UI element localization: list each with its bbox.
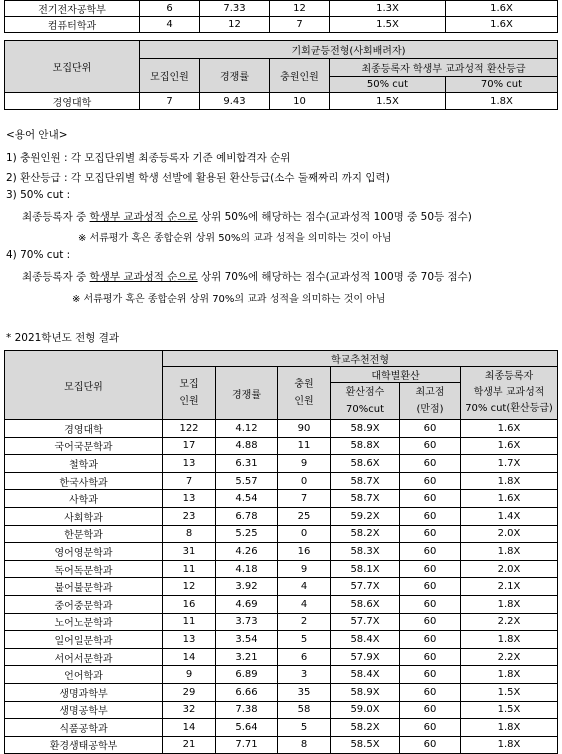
table-cell: 4.69 xyxy=(216,595,278,613)
table-row xyxy=(5,595,558,613)
table-row xyxy=(5,93,558,110)
table-top-continuation xyxy=(4,0,558,33)
table-cell: 3.21 xyxy=(216,648,278,666)
header3-score: 환산점수 70%cut xyxy=(331,383,400,420)
table-row xyxy=(5,736,558,754)
table-cell: 11 xyxy=(163,560,216,578)
table-cell: 59.2X xyxy=(331,507,400,525)
table-cell: 2.2X xyxy=(461,648,558,666)
table-cell: 9 xyxy=(163,666,216,684)
header-recruit: 모집인원 xyxy=(140,59,200,93)
table-cell: 58.9X xyxy=(331,420,400,438)
header-group: 기회균등전형(사회배려자) xyxy=(140,41,558,59)
table-cell: 58.2X xyxy=(331,719,400,737)
table-cell: 60 xyxy=(400,543,461,561)
table-cell: 11 xyxy=(278,437,331,455)
table-cell: 7 xyxy=(278,490,331,508)
table-cell: 3.54 xyxy=(216,631,278,649)
table-row xyxy=(5,631,558,649)
table-cell: 4.18 xyxy=(216,560,278,578)
table-cell: 1.8X xyxy=(461,719,558,737)
table-row xyxy=(5,525,558,543)
table-cell: 57.9X xyxy=(331,648,400,666)
table-cell: 7.38 xyxy=(216,701,278,719)
table-opportunity-admission xyxy=(4,40,558,110)
table-cell: 1.6X xyxy=(461,437,558,455)
table-cell: 58.7X xyxy=(331,490,400,508)
header3-unit: 모집단위 xyxy=(5,351,163,420)
table-cell: 1.8X xyxy=(461,595,558,613)
table-cell: 14 xyxy=(163,648,216,666)
table-cell: 58.6X xyxy=(331,455,400,473)
table-cell: 1.5X xyxy=(330,93,446,110)
table-cell: 한문학과 xyxy=(5,525,163,543)
table-school-recommendation-body xyxy=(5,420,558,754)
table-cell: 생명공학부 xyxy=(5,701,163,719)
table-cell: 국어국문학과 xyxy=(5,437,163,455)
table-row xyxy=(5,17,558,33)
table-cell: 12 xyxy=(270,1,330,17)
table-cell: 철학과 xyxy=(5,455,163,473)
table-cell: 16 xyxy=(163,595,216,613)
table-cell: 58 xyxy=(278,701,331,719)
table-cell: 8 xyxy=(278,736,331,754)
table-cell: 60 xyxy=(400,631,461,649)
table-cell: 60 xyxy=(400,472,461,490)
table-cell: 13 xyxy=(163,490,216,508)
table-row xyxy=(5,578,558,596)
note-item-3-pre: 최종등록자 중 xyxy=(22,211,90,223)
table-cell: 4.54 xyxy=(216,490,278,508)
table-cell: 13 xyxy=(163,631,216,649)
table-cell: 6.78 xyxy=(216,507,278,525)
table-row xyxy=(5,1,558,17)
header3-competition: 경쟁률 xyxy=(216,367,278,420)
table-cell: 1.6X xyxy=(446,1,558,17)
table-cell: 일어일문학과 xyxy=(5,631,163,649)
table-cell: 독어독문학과 xyxy=(5,560,163,578)
table-cell: 1.5X xyxy=(330,17,446,33)
table-cell: 60 xyxy=(400,525,461,543)
table-row xyxy=(5,455,558,473)
table-cell: 0 xyxy=(278,472,331,490)
note-item-4-detail xyxy=(22,269,472,284)
table-cell: 57.7X xyxy=(331,578,400,596)
table-row xyxy=(5,560,558,578)
table-cell: 사회학과 xyxy=(5,507,163,525)
table-row xyxy=(5,719,558,737)
table-cell: 1.7X xyxy=(461,455,558,473)
table-cell: 1.5X xyxy=(461,683,558,701)
table-cell: 1.3X xyxy=(330,1,446,17)
table-cell: 60 xyxy=(400,455,461,473)
table-cell: 60 xyxy=(400,648,461,666)
table-cell: 영어영문학과 xyxy=(5,543,163,561)
note-item-3-post: 상위 50%에 해당하는 점수(교과성적 100명 중 50등 점수) xyxy=(197,211,472,223)
table-top-body xyxy=(5,1,558,33)
header3-university: 대학별환산 xyxy=(331,367,461,383)
table-cell: 1.8X xyxy=(461,631,558,649)
note-item-2: 2) 환산등급 : 각 모집단위별 학생 선발에 활용된 환산등급(소수 둘째짜리 까지 입력) xyxy=(6,172,390,184)
header3-max: 최고점 (만점) xyxy=(400,383,461,420)
header-unit: 모집단위 xyxy=(5,41,140,93)
note-item-4-sub: ※ 서류평가 혹은 종합순위 상위 70%의 교과 성적을 의미하는 것이 아님 xyxy=(72,294,386,305)
table-cell: 10 xyxy=(270,93,330,110)
table-cell: 12 xyxy=(200,17,270,33)
table-school-recommendation xyxy=(4,350,558,754)
table-cell: 6 xyxy=(140,1,200,17)
table-cell: 5.25 xyxy=(216,525,278,543)
table-cell: 7 xyxy=(163,472,216,490)
table-cell: 5 xyxy=(278,719,331,737)
table-cell: 29 xyxy=(163,683,216,701)
table-cell: 9 xyxy=(278,455,331,473)
table-cell: 58.8X xyxy=(331,437,400,455)
header-50cut: 50% cut xyxy=(330,77,446,93)
table-cell: 14 xyxy=(163,719,216,737)
table-row xyxy=(5,490,558,508)
table-cell: 7 xyxy=(140,93,200,110)
header3-recruit: 모집 인원 xyxy=(163,367,216,420)
table-cell: 59.0X xyxy=(331,701,400,719)
section-title: * 2021학년도 전형 결과 xyxy=(6,332,119,344)
note-item-3: 3) 50% cut : xyxy=(6,189,71,201)
table-cell: 불어불문학과 xyxy=(5,578,163,596)
table-cell: 122 xyxy=(163,420,216,438)
table-cell: 60 xyxy=(400,437,461,455)
table-cell: 60 xyxy=(400,420,461,438)
table-row xyxy=(5,648,558,666)
table-cell: 60 xyxy=(400,595,461,613)
header3-group: 학교추천전형 xyxy=(163,351,558,367)
header3-supplement: 충원 인원 xyxy=(278,367,331,420)
table-cell: 5.64 xyxy=(216,719,278,737)
note-item-3-underlined: 학생부 교과성적 순으로 xyxy=(89,211,198,223)
table-cell: 31 xyxy=(163,543,216,561)
header3-grade: 최종등록자 학생부 교과성적 70% cut(환산등급) xyxy=(461,367,558,420)
table-cell: 4 xyxy=(278,595,331,613)
table-cell: 32 xyxy=(163,701,216,719)
table-cell: 60 xyxy=(400,507,461,525)
table-row xyxy=(5,507,558,525)
table-cell: 경영대학 xyxy=(5,420,163,438)
table-cell: 사학과 xyxy=(5,490,163,508)
table-cell: 58.7X xyxy=(331,472,400,490)
note-item-4: 4) 70% cut : xyxy=(6,249,71,261)
table-cell: 1.6X xyxy=(446,17,558,33)
table-cell: 1.4X xyxy=(461,507,558,525)
table-cell: 경영대학 xyxy=(5,93,140,110)
header-supplement: 충원인원 xyxy=(270,59,330,93)
table-cell: 58.1X xyxy=(331,560,400,578)
table-cell: 90 xyxy=(278,420,331,438)
table-cell: 60 xyxy=(400,578,461,596)
table-cell: 1.6X xyxy=(461,490,558,508)
table-cell: 58.5X xyxy=(331,736,400,754)
table-cell: 2.0X xyxy=(461,560,558,578)
table-cell: 6.31 xyxy=(216,455,278,473)
table-cell: 60 xyxy=(400,613,461,631)
table-cell: 60 xyxy=(400,560,461,578)
note-item-4-underlined: 학생부 교과성적 순으로 xyxy=(89,271,198,283)
header-grade: 최종등록자 학생부 교과성적 환산등급 xyxy=(330,59,558,77)
guide-title: <용어 안내> xyxy=(6,129,68,141)
note-item-4-pre: 최종등록자 중 xyxy=(22,271,90,283)
table-cell: 58.2X xyxy=(331,525,400,543)
table-cell: 중어중문학과 xyxy=(5,595,163,613)
table-cell: 2.0X xyxy=(461,525,558,543)
table-cell: 58.4X xyxy=(331,666,400,684)
table-cell: 1.8X xyxy=(461,736,558,754)
note-item-4-post: 상위 70%에 해당하는 점수(교과성적 100명 중 70등 점수) xyxy=(197,271,472,283)
table-cell: 1.5X xyxy=(461,701,558,719)
table-cell: 1.8X xyxy=(461,472,558,490)
note-item-1: 1) 충원인원 : 각 모집단위별 최종등록자 기준 예비합격자 순위 xyxy=(6,152,291,164)
table-cell: 1.8X xyxy=(461,666,558,684)
table-cell: 21 xyxy=(163,736,216,754)
table-cell: 7.71 xyxy=(216,736,278,754)
table-cell: 12 xyxy=(163,578,216,596)
table-cell: 전기전자공학부 xyxy=(5,1,140,17)
table-cell: 1.6X xyxy=(461,420,558,438)
table-cell: 60 xyxy=(400,666,461,684)
table-row xyxy=(5,683,558,701)
table-row xyxy=(5,701,558,719)
table-cell: 서어서문학과 xyxy=(5,648,163,666)
table-cell: 9.43 xyxy=(200,93,270,110)
table-cell: 4.26 xyxy=(216,543,278,561)
table-cell: 한국사학과 xyxy=(5,472,163,490)
table-cell: 0 xyxy=(278,525,331,543)
table-cell: 언어학과 xyxy=(5,666,163,684)
table-cell: 60 xyxy=(400,719,461,737)
note-item-3-detail xyxy=(22,209,472,224)
table-cell: 57.7X xyxy=(331,613,400,631)
table-cell: 16 xyxy=(278,543,331,561)
table-cell: 58.6X xyxy=(331,595,400,613)
table-cell: 노어노문학과 xyxy=(5,613,163,631)
table-cell: 컴퓨터학과 xyxy=(5,17,140,33)
table-cell: 8 xyxy=(163,525,216,543)
table-cell: 13 xyxy=(163,455,216,473)
table-cell: 23 xyxy=(163,507,216,525)
table-cell: 식품공학과 xyxy=(5,719,163,737)
table-cell: 3 xyxy=(278,666,331,684)
table-cell: 17 xyxy=(163,437,216,455)
table-cell: 60 xyxy=(400,701,461,719)
table-cell: 60 xyxy=(400,490,461,508)
table-cell: 11 xyxy=(163,613,216,631)
table-cell: 35 xyxy=(278,683,331,701)
table-row xyxy=(5,543,558,561)
table-cell: 1.8X xyxy=(446,93,558,110)
table-cell: 60 xyxy=(400,736,461,754)
table-row xyxy=(5,666,558,684)
table-row xyxy=(5,420,558,438)
table-cell: 1.8X xyxy=(461,543,558,561)
table-cell: 58.3X xyxy=(331,543,400,561)
table-cell: 4 xyxy=(278,578,331,596)
table-cell: 60 xyxy=(400,683,461,701)
table-cell: 6.66 xyxy=(216,683,278,701)
table-cell: 2.1X xyxy=(461,578,558,596)
table-cell: 7.33 xyxy=(200,1,270,17)
header-70cut: 70% cut xyxy=(446,77,558,93)
table-cell: 4 xyxy=(140,17,200,33)
table-cell: 4.88 xyxy=(216,437,278,455)
table-cell: 5 xyxy=(278,631,331,649)
table-row xyxy=(5,437,558,455)
note-item-3-sub: ※ 서류평가 혹은 종합순위 상위 50%의 교과 성적을 의미하는 것이 아님 xyxy=(78,233,392,244)
table-row xyxy=(5,472,558,490)
table-cell: 5.57 xyxy=(216,472,278,490)
table-cell: 생명과학부 xyxy=(5,683,163,701)
header-competition: 경쟁률 xyxy=(200,59,270,93)
table-cell: 9 xyxy=(278,560,331,578)
table-row xyxy=(5,613,558,631)
table-cell: 58.4X xyxy=(331,631,400,649)
table-cell: 2 xyxy=(278,613,331,631)
table-cell: 6.89 xyxy=(216,666,278,684)
table-cell: 7 xyxy=(270,17,330,33)
table-cell: 환경생태공학부 xyxy=(5,736,163,754)
table-cell: 3.73 xyxy=(216,613,278,631)
table-opportunity-body xyxy=(5,93,558,110)
table-cell: 25 xyxy=(278,507,331,525)
table-cell: 2.2X xyxy=(461,613,558,631)
table-cell: 6 xyxy=(278,648,331,666)
table-cell: 58.9X xyxy=(331,683,400,701)
table-cell: 3.92 xyxy=(216,578,278,596)
table-cell: 4.12 xyxy=(216,420,278,438)
